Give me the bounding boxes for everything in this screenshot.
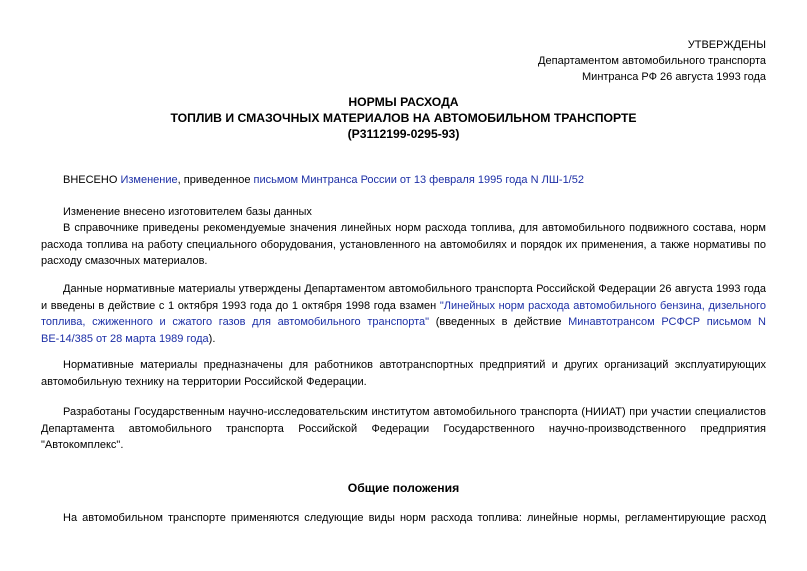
introduced-line <box>63 172 584 188</box>
introduced-prefix: ВНЕСЕНО <box>63 174 121 186</box>
document-title <box>0 94 807 142</box>
title-line-2: ТОПЛИВ И СМАЗОЧНЫХ МАТЕРИАЛОВ НА АВТОМОБИЛЬНОМ ТРАНСПОРТЕ <box>170 111 637 125</box>
para2-text-2: (введенных в действие <box>429 316 569 328</box>
title-line-1: НОРМЫ РАСХОДА <box>348 95 459 109</box>
ministry-letter-link[interactable]: письмом Минтранса России от 13 февраля 1995 года N ЛШ-1/52 <box>253 174 584 186</box>
approval-line-2: Департаментом автомобильного транспорта <box>538 55 766 67</box>
section-heading: Общие положения <box>347 481 460 495</box>
paragraph-reference-book: В справочнике приведены рекомендуемые значения линейных норм расхода топлива, для автомобильного подвижного состава, норм расхода топлива на работу специального оборудования, установленного на автомобилях и порядок их применения, а также нормативы по расходу смазочных материалов. <box>41 222 766 267</box>
approval-line-3: Минтранса РФ 26 августа 1993 года <box>582 71 766 83</box>
approval-block <box>538 37 766 85</box>
section-paragraph-start: На автомобильном транспорте применяются следующие виды норм расхода топлива: линейные нормы, регламентирующие расход <box>63 512 766 524</box>
linear-norms-link[interactable]: "Линейных норм расхода автомобильного бензина, дизельного топлива, сжиженного и сжатого газов для автомобильного транспорта" <box>41 299 766 328</box>
amendment-link[interactable]: Изменение <box>120 174 178 186</box>
title-line-3: (Р3112199-0295-93) <box>347 127 460 141</box>
approval-line-1: УТВЕРЖДЕНЫ <box>687 39 766 51</box>
para2-text-3: ). <box>208 332 216 345</box>
manufacturer-note: Изменение внесено изготовителем базы данных <box>63 206 312 218</box>
paragraph-approval-details <box>41 281 766 347</box>
paragraph-intended-for: Нормативные материалы предназначены для работников автотранспортных предприятий и других организаций эксплуатирующих автомобильную технику на территории Российской Федерации. <box>41 359 766 388</box>
para2-text-1: Данные нормативные материалы утверждены Департаментом автомобильного транспорта Российской Федерации 26 августа 1993 года и введены в действие с 1 октября 1993 года до 1 октября 1998 года взамен <box>41 283 766 312</box>
paragraph-developed-by: Разработаны Государственным научно-исследовательским институтом автомобильного транспорта (НИИАТ) при участии специалистов Департамента автомобильного транспорта Российской Федерации Государственного научно-производственного предприятия "Автокомплекс". <box>41 406 766 451</box>
introduced-middle: , приведенное <box>177 174 254 186</box>
minavtotrans-letter-link[interactable]: Минавтотрансом РСФСР письмом N ВЕ-14/385 от 28 марта 1989 года <box>41 316 766 345</box>
